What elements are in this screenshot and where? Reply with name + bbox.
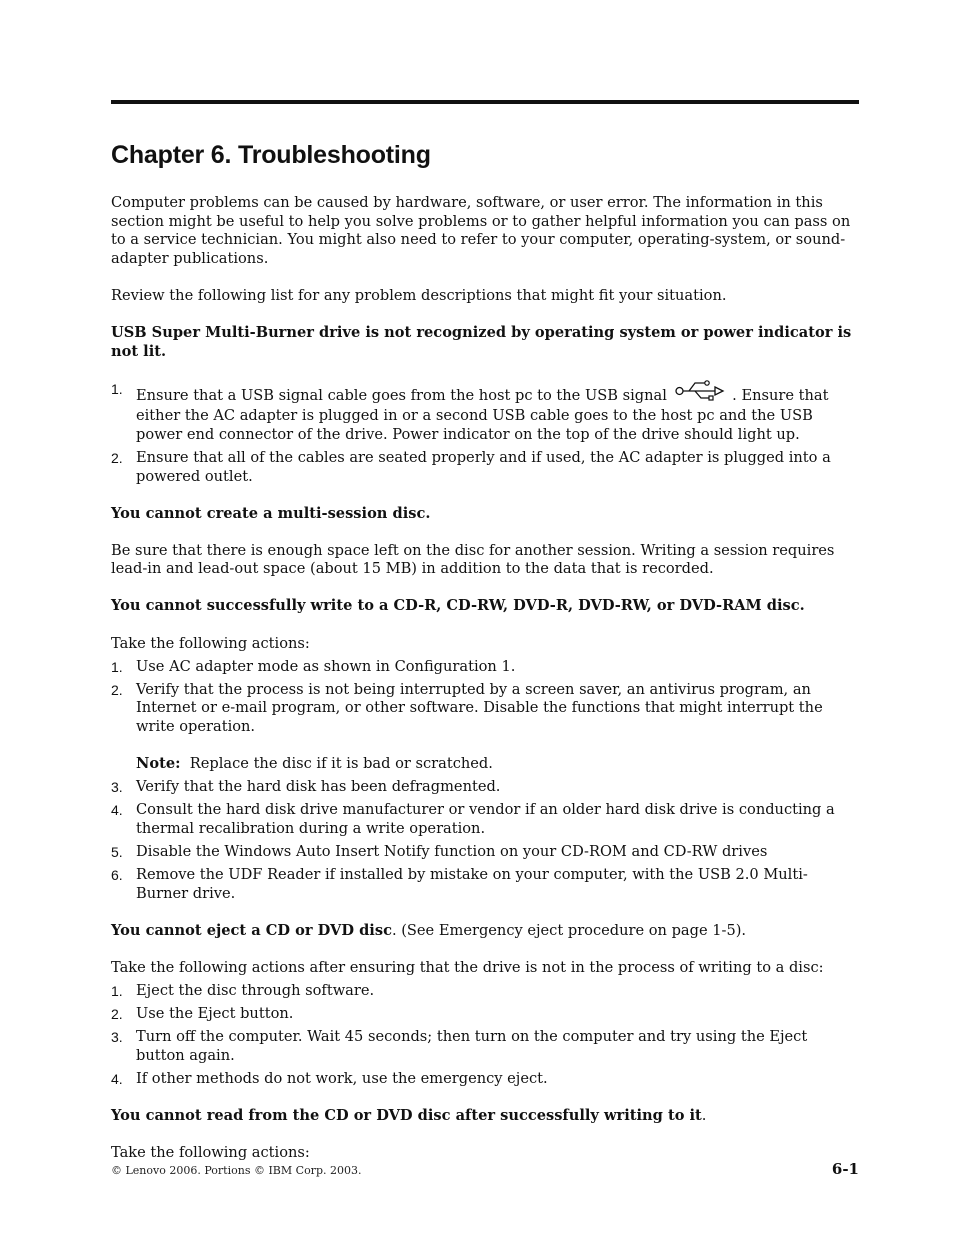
note-label: Note: xyxy=(136,754,181,772)
list-number: 5. xyxy=(111,843,123,860)
read-heading-bold: You cannot read from the CD or DVD disc after successfully writing to it xyxy=(111,1106,702,1124)
list-item xyxy=(111,778,859,797)
list-number: 4. xyxy=(111,1070,123,1087)
usb-symbol-icon xyxy=(675,380,725,408)
list-item xyxy=(111,982,859,1001)
list-number: 2. xyxy=(111,1005,123,1022)
list-item xyxy=(111,380,859,445)
eject-heading-bold: You cannot eject a CD or DVD disc xyxy=(111,921,392,939)
list-item-text: Use AC adapter mode as shown in Configuration 1. xyxy=(136,657,516,675)
list-number: 1. xyxy=(111,658,123,675)
list-item xyxy=(111,1070,859,1089)
chapter-title: Chapter 6. Troubleshooting xyxy=(111,141,431,169)
multisession-paragraph: Be sure that there is enough space left on the disc for another session. Writing a session requires lead-in and lead-out space (about 15 MB) in addition to the data that is recorded. xyxy=(111,541,835,578)
intro-paragraph: Computer problems can be caused by hardware, software, or user error. The information in this section might be useful to help you solve problems or to gather helpful information you can pass on to a service technician. You might also need to refer to your computer, operating-system, or sound-adapter publications. xyxy=(111,194,851,267)
read-section-lead: Take the following actions: xyxy=(111,1143,310,1161)
list-number: 1. xyxy=(111,982,123,999)
read-section-heading xyxy=(111,1107,859,1126)
footer-copyright: © Lenovo 2006. Portions © IBM Corp. 2003. xyxy=(111,1164,362,1177)
list-item xyxy=(111,866,859,903)
review-paragraph: Review the following list for any problem descriptions that might fit your situation. xyxy=(111,286,727,304)
list-number: 2. xyxy=(111,449,123,466)
write-steps-list-continued xyxy=(111,778,859,903)
list-item-text: Use the Eject button. xyxy=(136,1004,294,1022)
note xyxy=(111,755,859,774)
list-number: 2. xyxy=(111,681,123,698)
read-heading-suffix: . xyxy=(701,1106,707,1124)
list-item xyxy=(111,1028,859,1065)
usb-step-text-after-icon: . Ensure that either the AC adapter is plugged in or a second USB cable goes to the host pc and the USB power end connector of the drive. Power indicator on the top of the drive should light up. xyxy=(136,386,829,443)
list-item-text: Consult the hard disk drive manufacturer or vendor if an older hard disk drive is conducting a thermal recalibration during a write operation. xyxy=(136,801,835,837)
eject-heading-reference: . (See Emergency eject procedure on page 1-5). xyxy=(391,921,747,939)
page-number: 6-1 xyxy=(831,1160,859,1178)
write-section-heading: You cannot successfully write to a CD-R, CD-RW, DVD-R, DVD-RW, or DVD-RAM disc. xyxy=(111,597,805,615)
list-item xyxy=(111,843,859,862)
list-number: 4. xyxy=(111,802,123,819)
list-item-text: Remove the UDF Reader if installed by mistake on your computer, with the USB 2.0 Multi-Burner drive. xyxy=(136,865,808,902)
eject-section-lead: Take the following actions after ensuring that the drive is not in the process of writing to a disc: xyxy=(111,958,824,976)
page-content xyxy=(111,194,859,1162)
usb-step-text-before-icon: Ensure that a USB signal cable goes from the host pc to the USB signal xyxy=(136,386,667,404)
list-item xyxy=(111,801,859,838)
list-item xyxy=(111,1005,859,1024)
list-item-text: Ensure that all of the cables are seated properly and if used, the AC adapter is plugged into a powered outlet. xyxy=(136,448,831,485)
note-text: Replace the disc if it is bad or scratched. xyxy=(189,754,493,772)
eject-section-heading xyxy=(111,922,859,941)
list-item xyxy=(111,658,859,677)
usb-section-heading: USB Super Multi-Burner drive is not recognized by operating system or power indicator is not lit. xyxy=(111,323,852,360)
write-steps-list xyxy=(111,658,859,737)
list-item-text: Eject the disc through software. xyxy=(136,981,375,999)
list-item-text: Verify that the process is not being interrupted by a screen saver, an antivirus program, an Internet or e-mail program, or other software. Disable the functions that might interrupt the write operation. xyxy=(136,680,823,735)
list-item-text: If other methods do not work, use the emergency eject. xyxy=(136,1069,548,1087)
chapter-top-rule xyxy=(111,100,859,104)
list-number: 6. xyxy=(111,866,123,883)
list-item-text: Disable the Windows Auto Insert Notify function on your CD-ROM and CD-RW drives xyxy=(136,842,768,860)
list-number: 1. xyxy=(111,380,123,397)
list-item xyxy=(111,449,859,486)
list-number: 3. xyxy=(111,779,123,796)
usb-steps-list xyxy=(111,380,859,486)
list-item xyxy=(111,681,859,737)
multisession-section-heading: You cannot create a multi-session disc. xyxy=(111,504,431,522)
list-number: 3. xyxy=(111,1029,123,1045)
write-section-lead: Take the following actions: xyxy=(111,634,310,652)
list-item-text: Verify that the hard disk has been defragmented. xyxy=(136,778,501,796)
eject-steps-list xyxy=(111,982,859,1088)
list-item-text: Turn off the computer. Wait 45 seconds; then turn on the computer and try using the Eject button again. xyxy=(136,1028,808,1064)
